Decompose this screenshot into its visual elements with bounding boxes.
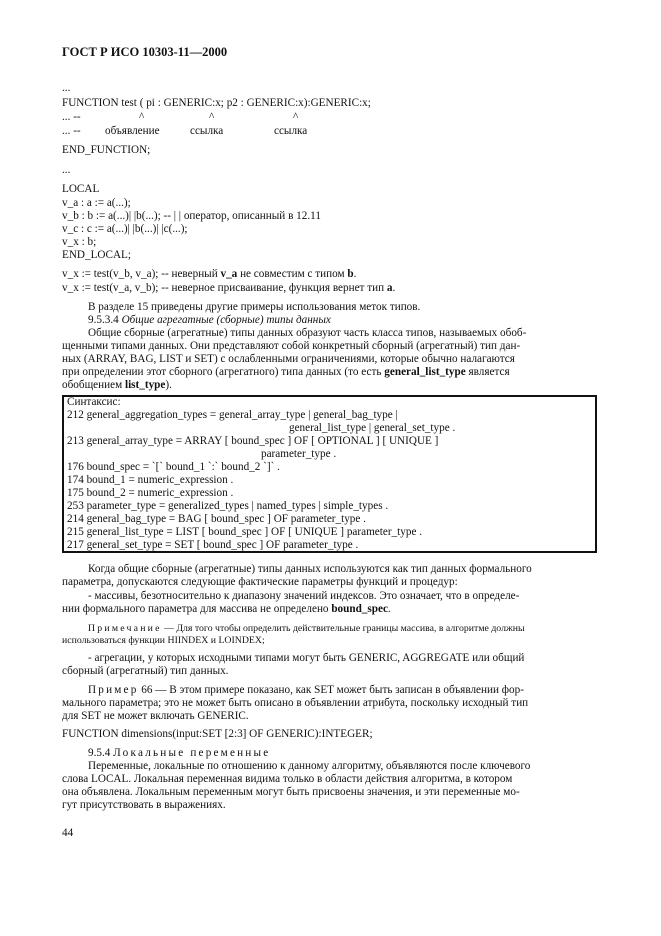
code-line: v_c : c := a(...)| |b(...)| |c(...);: [62, 223, 188, 235]
code-line: v_x : b;: [62, 236, 97, 248]
paragraph-line: В разделе 15 приведены другие примеры использования меток типов.: [88, 301, 421, 313]
paragraph-line: - агрегации, у которых исходными типами могут быть GENERIC, AGGREGATE или общий: [88, 652, 525, 664]
caret-marker: ^: [139, 111, 145, 123]
syntax-rule: 213 general_array_type = ARRAY [ bound_spec ] OF [ OPTIONAL ] [ UNIQUE ]: [67, 435, 439, 447]
syntax-rule: 175 bound_2 = numeric_expression .: [67, 487, 234, 499]
caret-marker: ^: [209, 111, 215, 123]
syntax-rule: 174 bound_1 = numeric_expression .: [67, 474, 234, 486]
syntax-rule: 214 general_bag_type = BAG [ bound_spec ] OF parameter_type .: [67, 513, 366, 525]
syntax-rule: 217 general_set_type = SET [ bound_spec ] OF parameter_type .: [67, 539, 359, 551]
code-line: LOCAL: [62, 183, 100, 195]
section-heading: 9.5.3.4 Общие агрегатные (сборные) типы данных: [88, 314, 331, 326]
code-line: ...: [62, 164, 71, 176]
code-comment: ссылка: [190, 125, 224, 137]
syntax-title: Синтаксис:: [67, 396, 121, 408]
code-comment: ссылка: [274, 125, 308, 137]
code-line: v_b : b := a(...)| |b(...); -- | | оператор, описанный в 12.11: [62, 210, 321, 222]
example-line: для SET не может включать GENERIC.: [62, 710, 249, 722]
document-header: ГОСТ Р ИСО 10303-11—2000: [62, 45, 228, 59]
code-line: FUNCTION dimensions(input:SET [2:3] OF GENERIC):INTEGER;: [62, 728, 373, 740]
paragraph-line: обобщением list_type).: [62, 379, 172, 391]
paragraph-line: сборный (агрегатный) тип данных.: [62, 665, 229, 677]
note-line: Примечание — Для того чтобы определить действительные границы массива, в алгоритме должны: [88, 623, 525, 634]
paragraph-line: Когда общие сборные (агрегатные) типы данных используются как тип данных формального: [88, 563, 532, 575]
code-line: FUNCTION test ( pi : GENERIC:x; p2 : GENERIC:x):GENERIC:x;: [62, 97, 371, 109]
code-comment: объявление: [105, 125, 160, 137]
code-line: v_x := test(v_b, v_a); -- неверный v_a не совместим с типом b.: [62, 268, 357, 280]
paragraph-line: она объявлена. Локальным переменным могут быть присвоены значения, и эти переменные мо-: [62, 786, 520, 798]
paragraph-line: ных (ARRAY, BAG, LIST и SET) с ослабленными ограничениями, которые обычно налагаются: [62, 353, 515, 365]
page-number: 44: [62, 827, 74, 839]
paragraph-line: слова LOCAL. Локальная переменная видима только в области действия алгоритма, в котором: [62, 773, 513, 785]
paragraph-line: - массивы, безотносительно к диапазону значений индексов. Это означает, что в определе-: [88, 590, 520, 602]
paragraph-line: параметра, допускаются следующие фактические параметры функций и процедур:: [62, 576, 458, 588]
paragraph-line: гут присутствовать в выражениях.: [62, 799, 226, 811]
code-line: v_a : a := a(...);: [62, 197, 131, 209]
syntax-rule: 212 general_aggregation_types = general_array_type | general_bag_type |: [67, 409, 398, 421]
section-heading: 9.5.4 Локальные переменные: [88, 747, 271, 759]
paragraph-line: нии формального параметра для массива не определено bound_spec.: [62, 603, 391, 615]
example-line: Пример 66 — В этом примере показано, как SET может быть записан в объявлении фор-: [88, 684, 524, 696]
code-line: ... --: [62, 125, 81, 137]
note-line: использоваться функции HIINDEX и LOINDEX;: [62, 635, 265, 646]
example-line: мального параметра; это не может быть описано в объявлении атрибута, поскольку исходный тип: [62, 697, 529, 709]
code-line: END_FUNCTION;: [62, 144, 151, 156]
syntax-rule: 253 parameter_type = generalized_types | named_types | simple_types .: [67, 500, 389, 512]
syntax-rule: general_list_type | general_set_type .: [289, 422, 456, 434]
code-line: v_x := test(v_a, v_b); -- неверное присваивание, функция вернет тип a.: [62, 282, 396, 294]
code-line: END_LOCAL;: [62, 249, 131, 261]
code-line: ... --: [62, 111, 81, 123]
syntax-rule: 176 bound_spec = `[` bound_1 `:` bound_2 `]` .: [67, 461, 280, 473]
paragraph-line: при определении этот сборного (агрегатного) типа данных (то есть general_list_type является: [62, 366, 510, 378]
paragraph-line: Переменные, локальные по отношению к данному алгоритму, объявляются после ключевого: [88, 760, 531, 772]
code-line: ...: [62, 82, 71, 94]
syntax-rule: 215 general_list_type = LIST [ bound_spec ] OF [ UNIQUE ] parameter_type .: [67, 526, 423, 538]
syntax-rule: parameter_type .: [261, 448, 337, 460]
caret-marker: ^: [293, 111, 299, 123]
paragraph-line: Общие сборные (агрегатные) типы данных образуют часть класса типов, называемых обоб-: [88, 327, 527, 339]
paragraph-line: щенными типами данных. Они представляют собой конкретный сборный (агрегатный) тип дан-: [62, 340, 521, 352]
